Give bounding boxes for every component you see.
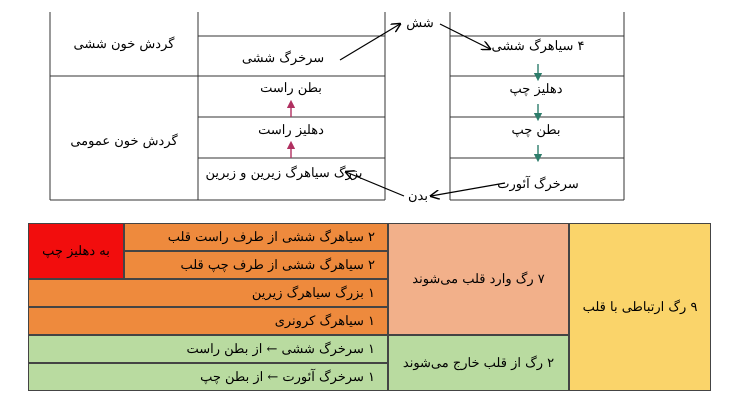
exiting-vessels-cell [388,335,569,391]
arrow-to-lungs [340,24,400,60]
pulmonary-circulation-label: گردش خون ششی [73,37,175,52]
row-label: ۱ سرخرگ ششی ← از بطن راست [186,341,375,357]
to-left-atrium-cell [28,223,124,279]
entering-label: ۷ رگ وارد قلب می‌شوند [412,271,545,287]
lungs-label: شش [406,16,434,31]
row-label: ۱ سیاهرگ کرونری [274,313,375,329]
vena-cavae-label: بزرگ سیاهرگ زیرین و زبرین [205,166,363,181]
table-row [124,251,388,279]
row-label: ۱ بزرگ سیاهرگ زیرین [251,285,375,301]
exiting-label: ۲ رگ از قلب خارج می‌شوند [402,355,555,371]
entering-vessels-cell [388,223,569,335]
row-label: ۲ سیاهرگ ششی از طرف چپ قلب [180,257,375,273]
body-label: بدن [408,189,428,204]
aorta-label: سرخرگ آئورت [497,177,579,192]
arrow-to-body [431,183,505,196]
pulmonary-artery-label: سرخرگ ششی [241,51,325,66]
table-row [28,363,388,391]
left-ventricle-label: بطن چپ [511,123,561,138]
left-atrium-label: دهلیز چپ [509,82,563,97]
right-atrium-label: دهلیز راست [258,123,324,138]
systemic-circulation-label: گردش خون عمومی [70,134,178,149]
row-label: ۲ سیاهرگ ششی از طرف راست قلب [167,229,375,245]
table-row [28,335,388,363]
total-label: ۹ رگ ارتباطی با قلب [582,299,698,315]
table-row [124,223,388,251]
table-row [28,307,388,335]
right-ventricle-label: بطن راست [260,81,322,96]
table-row [28,279,388,307]
total-vessels-cell [569,223,711,391]
row-label: ۱ سرخرگ آئورت ← از بطن چپ [200,369,375,385]
to-left-atrium-label: به دهلیز چپ [42,243,110,259]
pulmonary-veins-label: ۴ سیاهرگ ششی [491,39,585,54]
